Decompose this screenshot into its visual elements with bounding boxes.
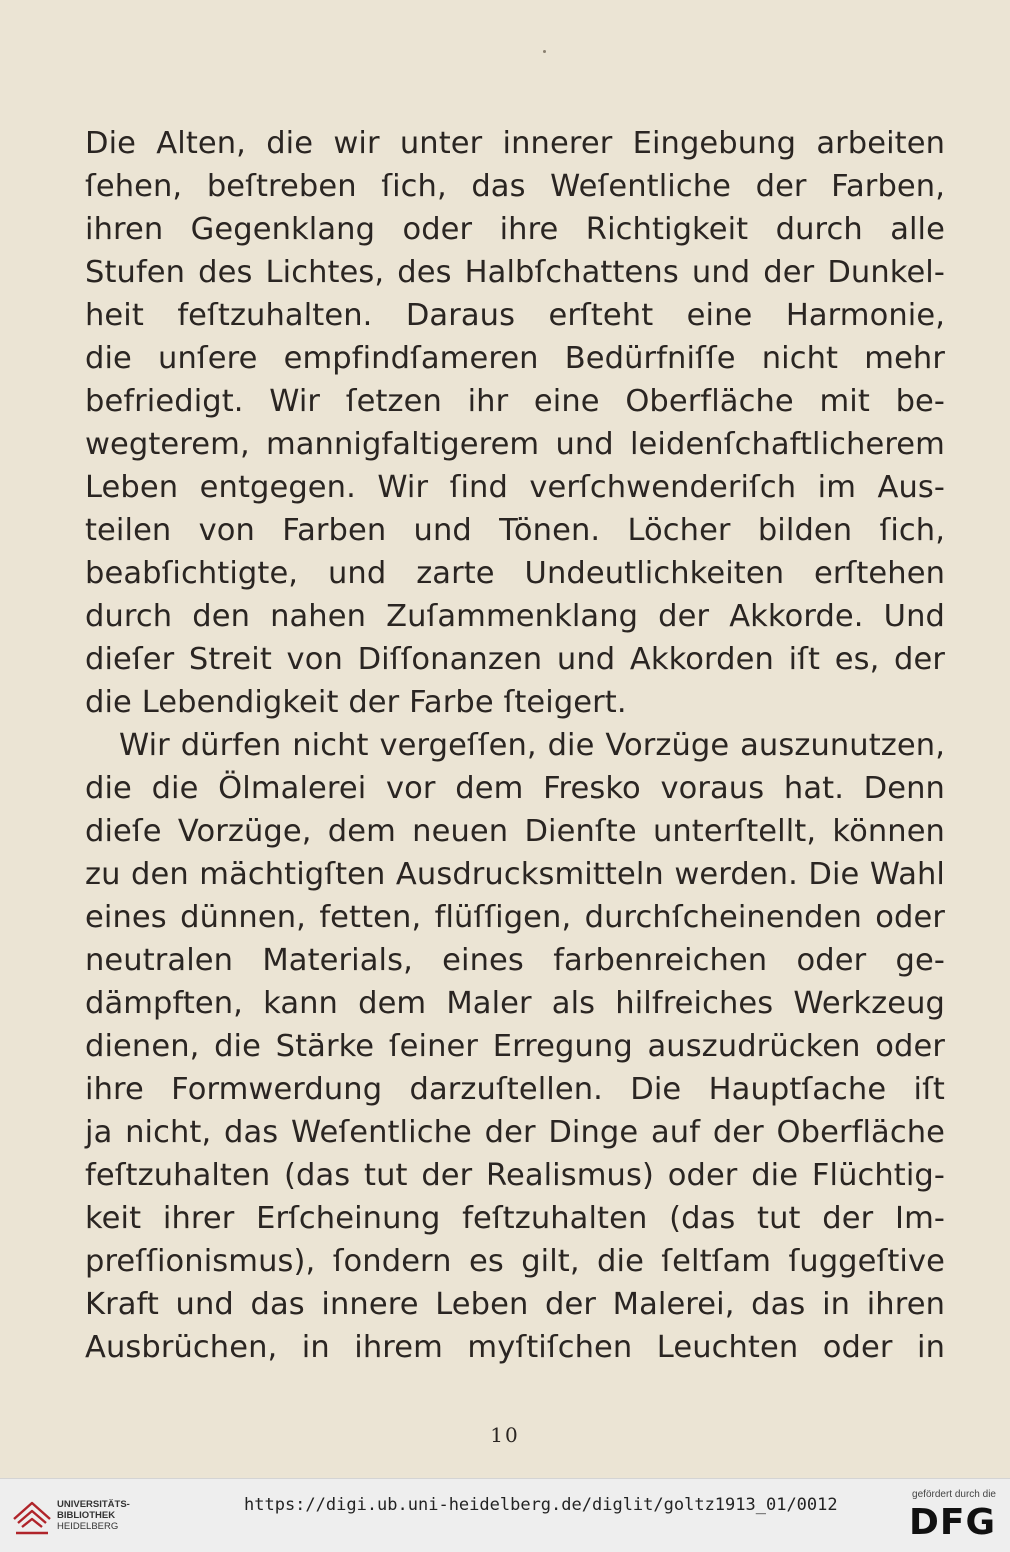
dfg-logo[interactable] xyxy=(896,1489,996,1542)
text-line: keit ihrer Erſcheinung feſtzuhalten (das tut der Im- xyxy=(85,1201,945,1236)
text-line: dienen, die Stärke ſeiner Erregung auszudrücken oder xyxy=(85,1029,945,1064)
text-line: dieſe Vorzüge, dem neuen Dienſte unterſtellt, können xyxy=(85,814,945,849)
text-line: beabſichtigte, und zarte Undeutlichkeiten erſtehen xyxy=(85,556,945,591)
dfg-caption: gefördert durch die xyxy=(912,1489,996,1500)
text-line: zu den mächtigſten Ausdrucksmitteln werden. Die Wahl xyxy=(85,857,945,892)
body-text xyxy=(85,122,945,1369)
text-line: befriedigt. Wir ſetzen ihr eine Oberfläche mit be- xyxy=(85,384,945,419)
text-line: wegterem, mannigfaltigerem und leidenſchaftlicherem xyxy=(85,427,945,462)
text-line: ſehen, beſtreben ſich, das Weſentliche der Farben, xyxy=(85,169,945,204)
text-line: Kraft und das innere Leben der Malerei, das in ihren xyxy=(85,1287,945,1322)
text-line: eines dünnen, fetten, flüſſigen, durchſcheinenden oder xyxy=(85,900,945,935)
library-logo-text xyxy=(57,1499,130,1532)
text-line: durch den nahen Zuſammenklang der Akkorde. Und xyxy=(85,599,945,634)
paragraph-1 xyxy=(85,122,945,724)
text-line: Stufen des Lichtes, des Halbſchattens und der Dunkel- xyxy=(85,255,945,290)
logo-line-3: HEIDELBERG xyxy=(57,1521,119,1532)
library-logo[interactable] xyxy=(10,1489,170,1541)
text-line: Die Alten, die wir unter innerer Eingebung arbeiten xyxy=(85,126,945,161)
text-line: Leben entgegen. Wir ſind verſchwenderiſch im Aus- xyxy=(85,470,945,505)
dfg-wordmark: DFG xyxy=(908,1502,996,1543)
text-line: die Lebendigkeit der Farbe ſteigert. xyxy=(85,685,627,720)
logo-line-1: UNIVERSITÄTS- xyxy=(57,1499,130,1510)
text-line: heit feſtzuhalten. Daraus erſteht eine Harmonie, xyxy=(85,298,945,333)
text-line: preſſionismus), ſondern es gilt, die ſeltſam ſuggeſtive xyxy=(85,1244,945,1279)
permalink-url[interactable]: https://digi.ub.uni-heidelberg.de/diglit/goltz1913_01/0012 xyxy=(244,1495,838,1515)
text-line: neutralen Materials, eines farbenreichen oder ge- xyxy=(85,943,945,978)
text-line: ja nicht, das Weſentliche der Dinge auf der Oberfläche xyxy=(85,1115,945,1150)
text-line: Wir dürfen nicht vergeſſen, die Vorzüge auszunutzen, xyxy=(119,728,945,763)
text-line: ihre Formwerdung darzuſtellen. Die Hauptſache iſt xyxy=(85,1072,945,1107)
text-line: die unſere empfindſameren Bedürfniſſe nicht mehr xyxy=(85,341,945,376)
text-line: die die Ölmalerei vor dem Fresko voraus hat. Denn xyxy=(85,771,945,806)
footer-bar xyxy=(0,1478,1010,1552)
library-logo-icon xyxy=(10,1489,54,1541)
text-line: Ausbrüchen, in ihrem myſtiſchen Leuchten oder in xyxy=(85,1330,945,1365)
text-line: dämpften, kann dem Maler als hilfreiches Werkzeug xyxy=(85,986,945,1021)
text-line: feſtzuhalten (das tut der Realismus) oder die Flüchtig- xyxy=(85,1158,945,1193)
page-number: 10 xyxy=(490,1423,520,1447)
text-line: dieſer Streit von Diſſonanzen und Akkorden iſt es, der xyxy=(85,642,945,677)
paper-speck xyxy=(543,50,546,53)
logo-line-2: BIBLIOTHEK xyxy=(57,1510,116,1521)
text-line: teilen von Farben und Tönen. Löcher bilden ſich, xyxy=(85,513,945,548)
paragraph-2 xyxy=(85,724,945,1369)
text-line: ihren Gegenklang oder ihre Richtigkeit durch alle xyxy=(85,212,945,247)
